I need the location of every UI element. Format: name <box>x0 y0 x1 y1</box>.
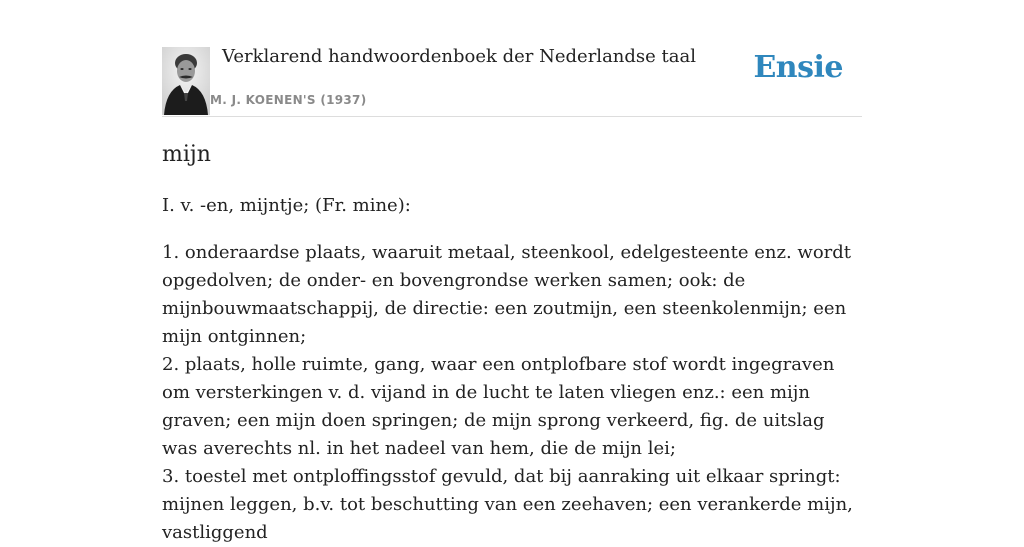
entry-senses <box>162 239 862 547</box>
entry-sense: 3. toestel met ontploffingsstof gevuld, dat bij aanraking uit elkaar springt: mijnen leggen, b.v. tot beschutting van een zeehaven; een verankerde mijn, vastliggend <box>162 466 853 543</box>
entry-content <box>162 139 862 547</box>
dictionary-header <box>162 40 862 117</box>
author-edition: M. J. KOENEN'S (1937) <box>210 93 367 107</box>
ensie-logo-link[interactable]: Ensie <box>753 50 843 85</box>
portrait-image <box>162 47 210 115</box>
dictionary-title: Verklarend handwoordenboek der Nederlandse taal <box>222 46 696 67</box>
entry-headword: mijn <box>162 142 211 167</box>
entry-sense: 1. onderaardse plaats, waaruit metaal, steenkool, edelgesteente enz. wordt opgedolven; de onder- en bovengrondse werken samen; ook: de mijnbouwmaatschappij, de directie: een zoutmijn, een steenkolenmijn; een mijn ontginnen; <box>162 242 852 347</box>
entry-sense: 2. plaats, holle ruimte, gang, waar een ontplofbare stof wordt ingegraven om versterkingen v. d. vijand in de lucht te laten vliegen enz.: een mijn graven; een mijn doen springen; de mijn sprong verkeerd, fig. de uitslag was averechts nl. in het nadeel van hem, die de mijn lei; <box>162 354 835 459</box>
author-portrait <box>162 47 210 115</box>
entry-grammar: I. v. -en, mijntje; (Fr. mine): <box>162 195 411 216</box>
